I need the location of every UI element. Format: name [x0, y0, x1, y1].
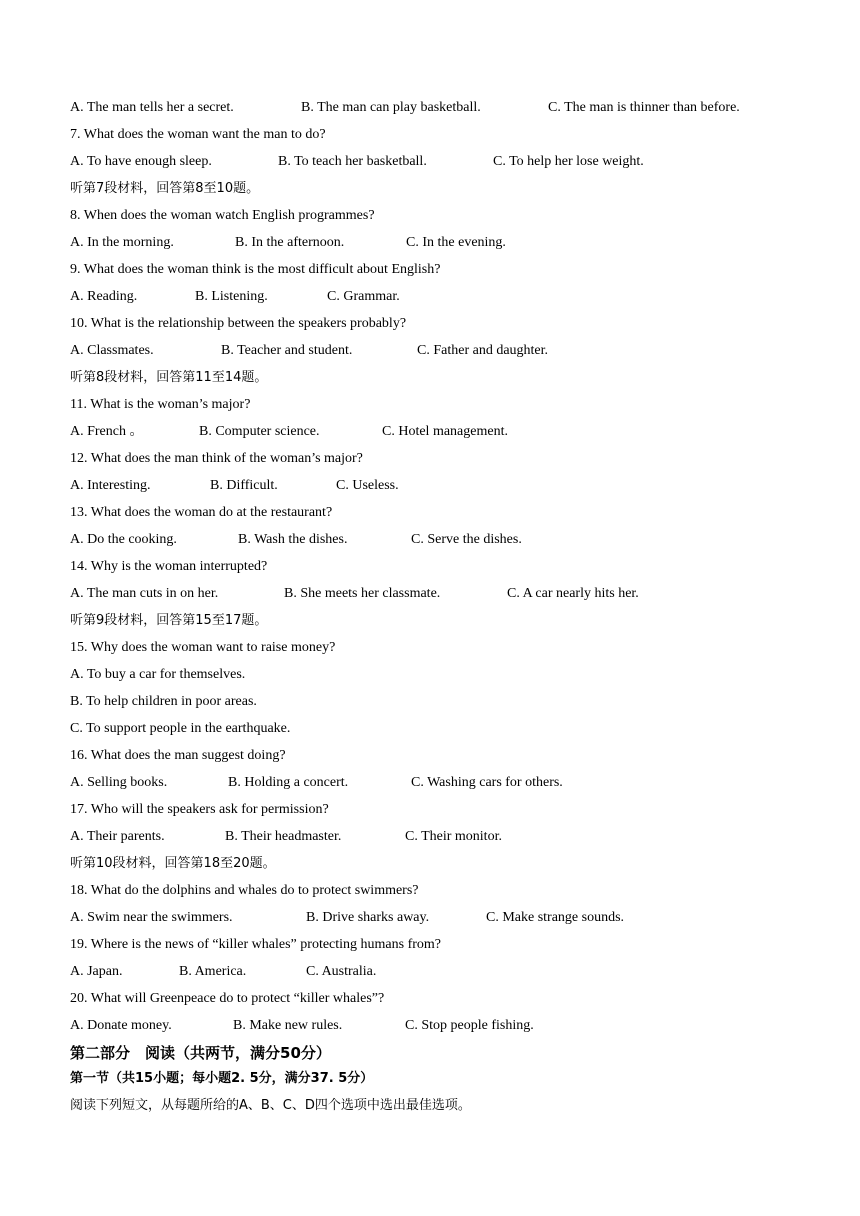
q19-question: 19. Where is the news of “killer whales” protecting humans from?	[70, 937, 442, 952]
q16-options	[70, 772, 810, 799]
section-7-heading: 听第7段材料，回答第8至10题。	[70, 181, 260, 196]
q8-option-b[interactable]: B. In the afternoon.	[235, 235, 345, 250]
q14-option-a[interactable]: A. The man cuts in on her.	[70, 586, 219, 601]
q9-question: 9. What does the woman think is the most difficult about English?	[70, 262, 441, 277]
q20-option-b[interactable]: B. Make new rules.	[233, 1018, 343, 1033]
q7-question: 7. What does the woman want the man to do?	[70, 127, 326, 142]
part-2-title: 第二部分 阅读（共两节，满分50分）	[70, 1044, 331, 1062]
q19-option-b[interactable]: B. America.	[179, 964, 247, 979]
section-8-heading: 听第8段材料，回答第11至14题。	[70, 370, 268, 385]
q13-question: 13. What does the woman do at the restaurant?	[70, 505, 333, 520]
q6-option-b[interactable]: B. The man can play basketball.	[301, 100, 481, 115]
q10-question: 10. What is the relationship between the speakers probably?	[70, 316, 407, 331]
q18-option-a[interactable]: A. Swim near the swimmers.	[70, 910, 233, 925]
q15-option-a[interactable]: A. To buy a car for themselves.	[70, 667, 246, 682]
q20-options	[70, 1015, 810, 1042]
q11-option-a[interactable]: A. French 。	[70, 424, 144, 439]
q12-option-a[interactable]: A. Interesting.	[70, 478, 151, 493]
q10-option-b[interactable]: B. Teacher and student.	[221, 343, 353, 358]
q8-option-a[interactable]: A. In the morning.	[70, 235, 174, 250]
q8-option-c[interactable]: C. In the evening.	[406, 235, 506, 250]
part-2-subtitle: 第一节（共15小题；每小题2. 5分，满分37. 5分）	[70, 1071, 374, 1086]
q7-option-c[interactable]: C. To help her lose weight.	[493, 154, 644, 169]
q12-option-b[interactable]: B. Difficult.	[210, 478, 278, 493]
q20-question: 20. What will Greenpeace do to protect “killer whales”?	[70, 991, 385, 1006]
q13-option-b[interactable]: B. Wash the dishes.	[238, 532, 348, 547]
q11-question: 11. What is the woman’s major?	[70, 397, 251, 412]
exam-page	[70, 97, 810, 1122]
q17-option-b[interactable]: B. Their headmaster.	[225, 829, 342, 844]
q8-question: 8. When does the woman watch English programmes?	[70, 208, 375, 223]
q9-option-b[interactable]: B. Listening.	[195, 289, 268, 304]
q9-options	[70, 286, 810, 313]
q12-question: 12. What does the man think of the woman’s major?	[70, 451, 363, 466]
part-2-instructions: 阅读下列短文，从每题所给的A、B、C、D四个选项中选出最佳选项。	[70, 1098, 471, 1113]
q8-options	[70, 232, 810, 259]
q15-option-b[interactable]: B. To help children in poor areas.	[70, 694, 257, 709]
q14-options	[70, 583, 810, 610]
q11-option-b[interactable]: B. Computer science.	[199, 424, 320, 439]
q19-option-a[interactable]: A. Japan.	[70, 964, 123, 979]
q6-option-c[interactable]: C. The man is thinner than before.	[548, 100, 740, 115]
q7-option-a[interactable]: A. To have enough sleep.	[70, 154, 212, 169]
q6-option-a[interactable]: A. The man tells her a secret.	[70, 100, 234, 115]
section-9-heading: 听第9段材料，回答第15至17题。	[70, 613, 268, 628]
q17-options	[70, 826, 810, 853]
q11-option-c[interactable]: C. Hotel management.	[382, 424, 508, 439]
q17-option-c[interactable]: C. Their monitor.	[405, 829, 502, 844]
q12-options	[70, 475, 810, 502]
q20-option-a[interactable]: A. Donate money.	[70, 1018, 172, 1033]
q19-options	[70, 961, 810, 988]
q18-option-b[interactable]: B. Drive sharks away.	[306, 910, 430, 925]
q10-option-c[interactable]: C. Father and daughter.	[417, 343, 549, 358]
q17-option-a[interactable]: A. Their parents.	[70, 829, 165, 844]
q7-options	[70, 151, 810, 178]
q16-question: 16. What does the man suggest doing?	[70, 748, 286, 763]
q16-option-c[interactable]: C. Washing cars for others.	[411, 775, 563, 790]
q19-option-c[interactable]: C. Australia.	[306, 964, 377, 979]
q18-option-c[interactable]: C. Make strange sounds.	[486, 910, 625, 925]
q7-option-b[interactable]: B. To teach her basketball.	[278, 154, 427, 169]
q13-options	[70, 529, 810, 556]
q14-option-c[interactable]: C. A car nearly hits her.	[507, 586, 639, 601]
q10-option-a[interactable]: A. Classmates.	[70, 343, 154, 358]
section-10-heading: 听第10段材料，回答第18至20题。	[70, 856, 276, 871]
q15-question: 15. Why does the woman want to raise money?	[70, 640, 336, 655]
q9-option-c[interactable]: C. Grammar.	[327, 289, 400, 304]
q6-options	[70, 97, 810, 124]
q12-option-c[interactable]: C. Useless.	[336, 478, 399, 493]
q16-option-b[interactable]: B. Holding a concert.	[228, 775, 349, 790]
q14-question: 14. Why is the woman interrupted?	[70, 559, 268, 574]
q16-option-a[interactable]: A. Selling books.	[70, 775, 168, 790]
q15-option-c[interactable]: C. To support people in the earthquake.	[70, 721, 291, 736]
q18-question: 18. What do the dolphins and whales do to protect swimmers?	[70, 883, 419, 898]
q13-option-a[interactable]: A. Do the cooking.	[70, 532, 177, 547]
q9-option-a[interactable]: A. Reading.	[70, 289, 138, 304]
q18-options	[70, 907, 810, 934]
q20-option-c[interactable]: C. Stop people fishing.	[405, 1018, 534, 1033]
q11-options	[70, 421, 810, 448]
q13-option-c[interactable]: C. Serve the dishes.	[411, 532, 522, 547]
q10-options	[70, 340, 810, 367]
q17-question: 17. Who will the speakers ask for permission?	[70, 802, 329, 817]
q14-option-b[interactable]: B. She meets her classmate.	[284, 586, 441, 601]
